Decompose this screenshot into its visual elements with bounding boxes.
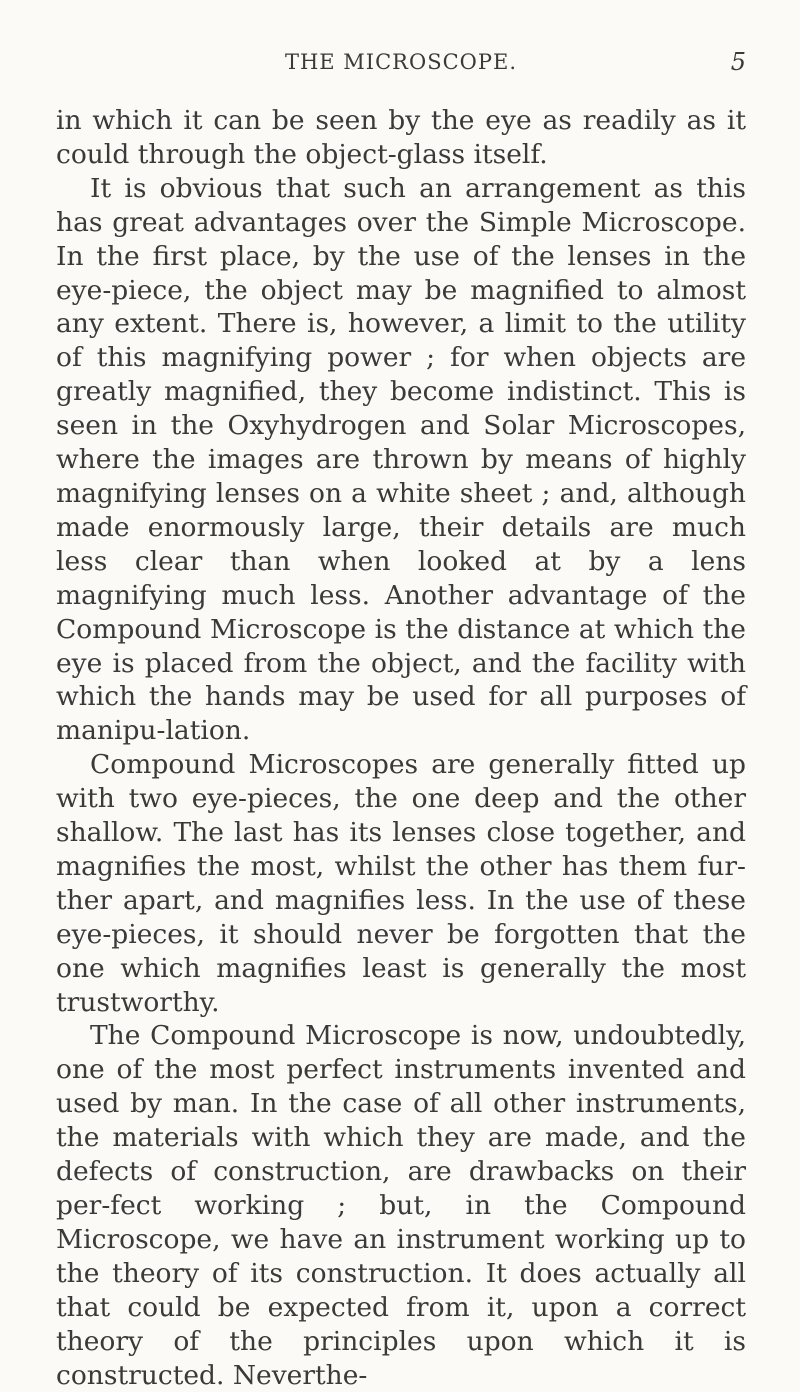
book-page xyxy=(56,50,746,1392)
body-text xyxy=(56,104,746,1392)
running-title: THE MICROSCOPE. xyxy=(284,50,518,74)
paragraph-2: It is obvious that such an arrangement as this has great advantages over the Simple Microscope. In the first place, by the use of the lenses in the eye-piece, the object may be magnified to almost any extent. There is, however, a limit to the utility of this magnifying power ; for when objects are greatly magnified, they become indistinct. This is seen in the Oxyhydrogen and Solar Microscopes, where the images are thrown by means of highly magnifying lenses on a white sheet ; and, although made enormously large, their details are much less clear than when looked at by a lens magnifying much less. Another advantage of the Compound Microscope is the distance at which the eye is placed from the object, and the facility with which the hands may be used for all purposes of manipu-lation. xyxy=(56,172,746,747)
page-number: 5 xyxy=(730,48,746,76)
paragraph-4: The Compound Microscope is now, undoubtedly, one of the most perfect instruments invented and used by man. In the case of all other instruments, the materials with which they are made, and the defects of construction, are drawbacks on their per-fect working ; but, in the Compound Microscope, we have an instrument working up to the theory of its construction. It does actually all that could be expected from it, upon a correct theory of the principles upon which it is constructed. Neverthe- xyxy=(56,1020,746,1391)
page-header xyxy=(56,50,746,84)
paragraph-1: in which it can be seen by the eye as readily as it could through the object-glass itself. xyxy=(56,105,746,170)
paragraph-3: Compound Microscopes are generally fitted up with two eye-pieces, the one deep and the other shallow. The last has its lenses close together, and magnifies the most, whilst the other has them fur-ther apart, and magnifies less. In the use of these eye-pieces, it should never be forgotten that the one which magnifies least is generally the most trustworthy. xyxy=(56,749,746,1018)
